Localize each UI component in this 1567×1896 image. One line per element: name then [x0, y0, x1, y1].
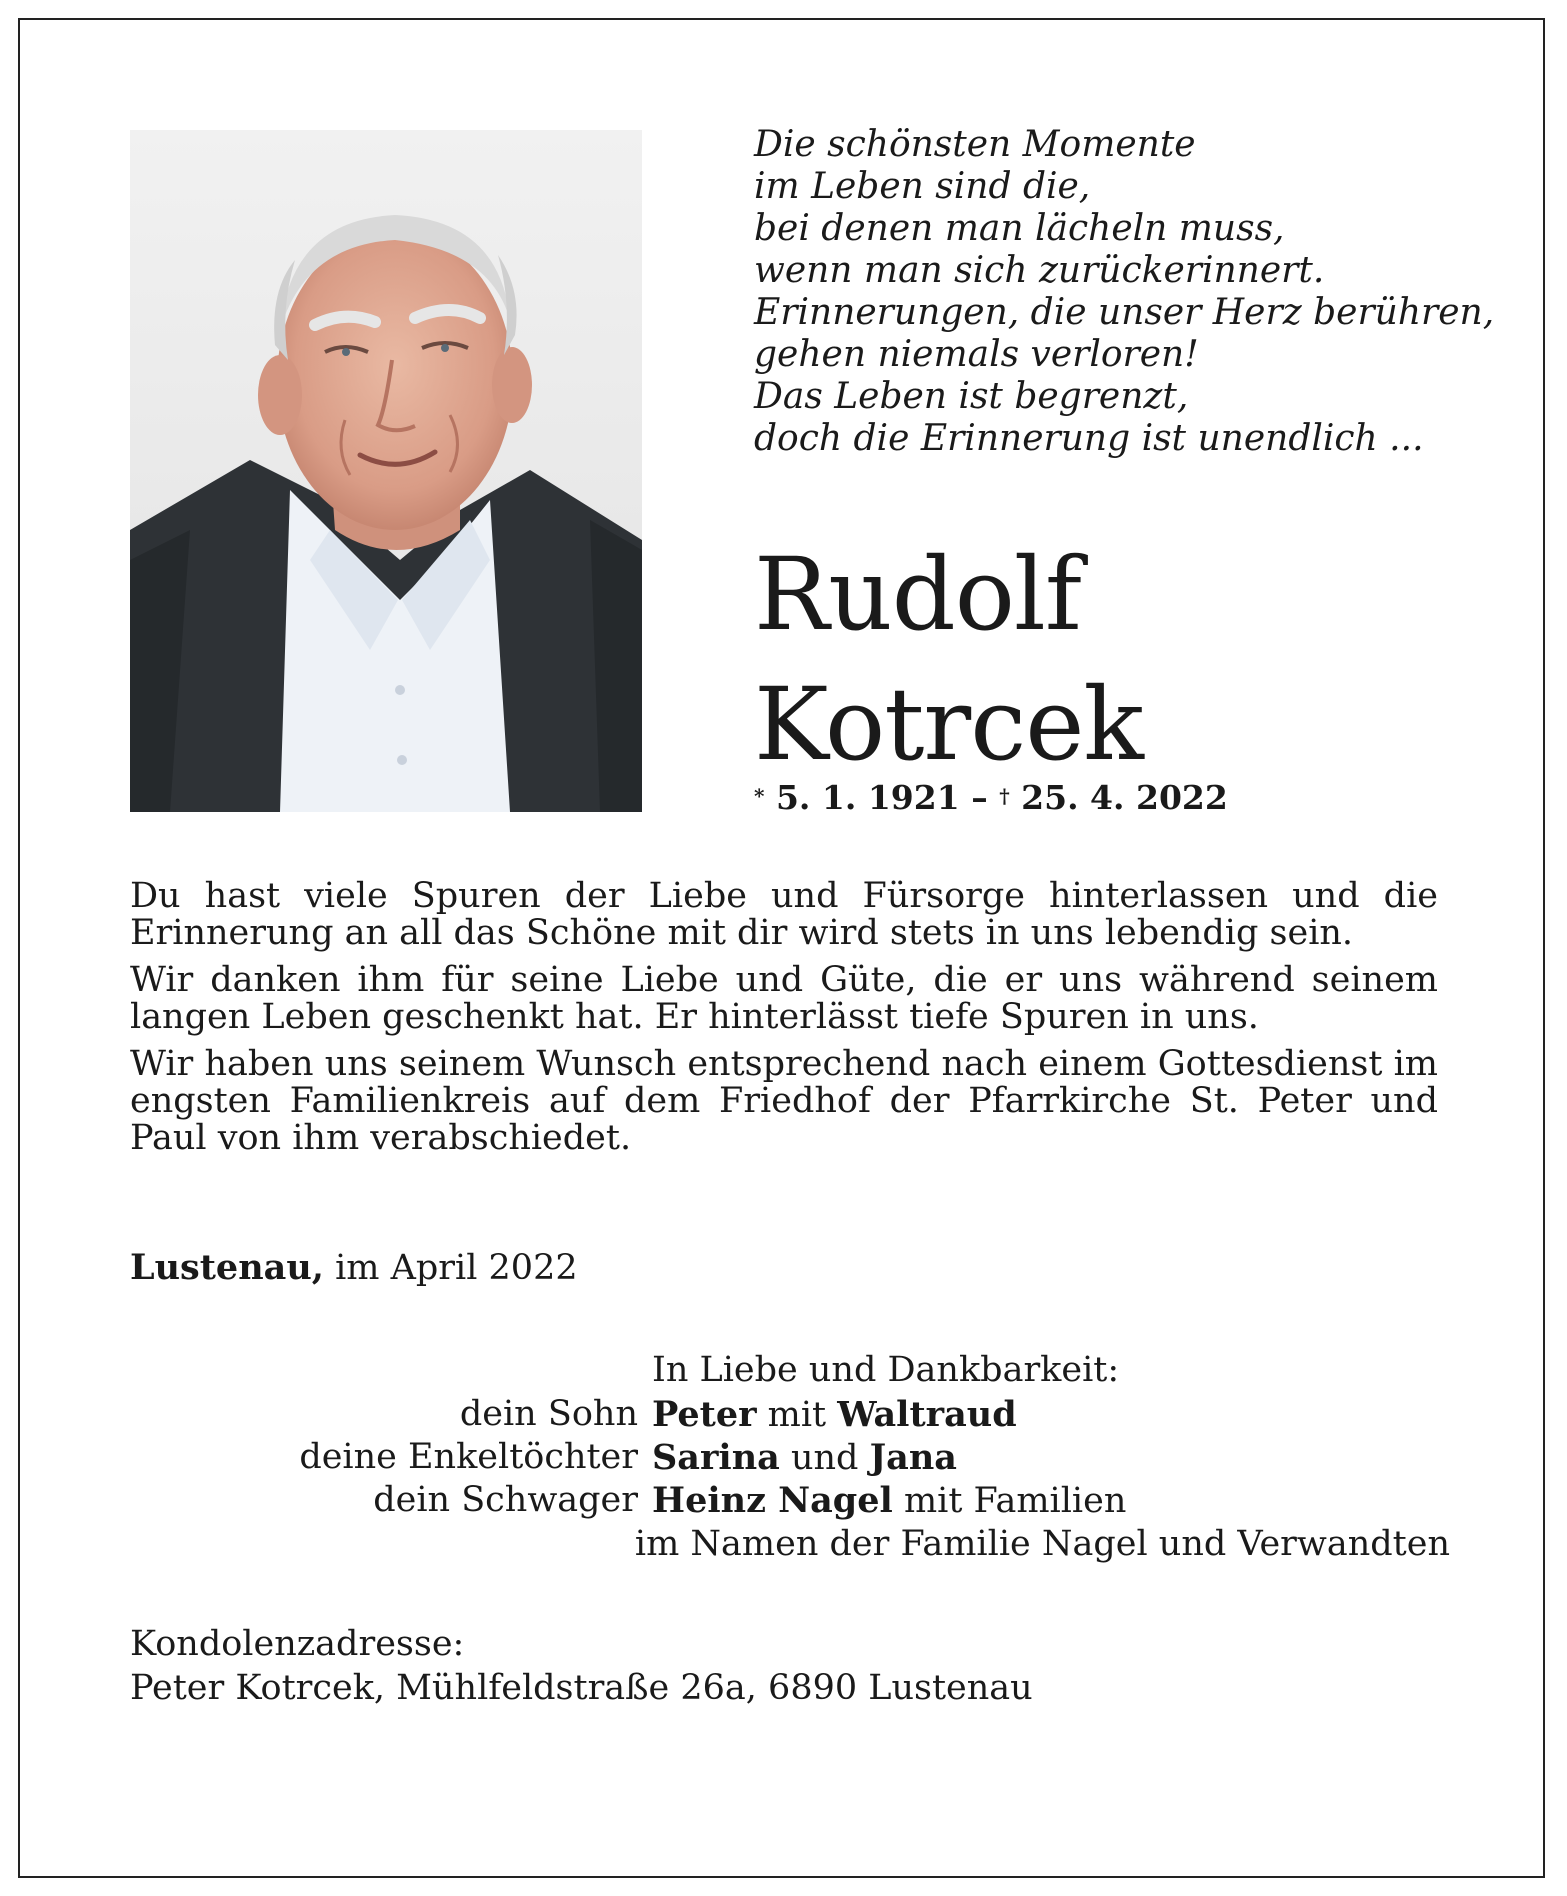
signature-role	[130, 1522, 621, 1565]
signature-row	[130, 1522, 1450, 1565]
place-town: Lustenau,	[130, 1247, 324, 1288]
signature-role: deine Enkeltöchter	[299, 1437, 638, 1477]
deceased-name	[754, 530, 1143, 790]
signer-name: Heinz Nagel	[652, 1480, 893, 1521]
poem-line: Erinnerungen, die unser Herz berühren,	[754, 292, 1495, 333]
place-date	[130, 1246, 578, 1290]
notice-body	[130, 878, 1438, 1167]
signature-heading: In Liebe und Dankbarkeit:	[652, 1350, 1120, 1390]
signature-row	[130, 1479, 1450, 1522]
last-name: Kotrcek	[754, 666, 1143, 783]
poem-line: bei denen man lächeln muss,	[754, 208, 1285, 249]
signature-role: dein Sohn	[459, 1394, 638, 1434]
signer-suffix: im Namen der Familie Nagel und Verwandten	[634, 1524, 1450, 1564]
body-paragraph: Wir danken ihm für seine Liebe und Güte, die er uns während seinem langen Leben geschenkt hat. Er hinterlässt tiefe Spuren in uns.	[130, 960, 1438, 1037]
condolence-text: Peter Kotrcek, Mühlfeldstraße 26a, 6890 Lustenau	[130, 1668, 1033, 1708]
condolence-label: Kondolenzadresse:	[130, 1624, 465, 1664]
poem-line: wenn man sich zurückerinnert.	[754, 250, 1325, 291]
signer-name: Jana	[869, 1437, 957, 1478]
signer-conj: und	[779, 1438, 870, 1478]
body-paragraph: Wir haben uns seinem Wunsch entsprechend nach einem Gottesdienst im engsten Familienkreis auf dem Friedhof der Pfarrkirche St. Peter und Paul von ihm verabschiedet.	[130, 1044, 1438, 1158]
signature-names	[638, 1479, 1126, 1522]
condolence-address	[130, 1622, 1033, 1710]
portrait-photo	[130, 130, 642, 812]
signer-name: Waltraud	[837, 1394, 1017, 1435]
signature-row	[130, 1436, 1450, 1479]
date-separator: –	[959, 778, 1000, 817]
poem-line: Das Leben ist begrenzt,	[754, 376, 1189, 417]
signer-name: Sarina	[652, 1437, 780, 1478]
signature-names	[638, 1393, 1017, 1436]
signature-list	[130, 1393, 1450, 1565]
poem	[754, 124, 1495, 460]
place-date-text: im April 2022	[335, 1248, 578, 1288]
signer-conj: mit Familien	[892, 1481, 1127, 1521]
signature-names	[621, 1522, 1450, 1565]
birth-symbol: *	[754, 784, 765, 808]
signature-names	[638, 1436, 957, 1479]
signature-role: dein Schwager	[373, 1480, 638, 1520]
poem-line: Die schönsten Momente	[754, 124, 1196, 165]
death-symbol: †	[999, 784, 1010, 808]
birth-date: 5. 1. 1921	[775, 778, 960, 817]
first-name: Rudolf	[754, 536, 1081, 653]
signer-name: Peter	[652, 1394, 757, 1435]
poem-line: im Leben sind die,	[754, 166, 1091, 207]
signer-conj: mit	[756, 1395, 838, 1435]
poem-line: gehen niemals verloren!	[754, 334, 1199, 375]
poem-line: doch die Erinnerung ist unendlich ...	[754, 418, 1424, 459]
body-paragraph: Du hast viele Spuren der Liebe und Fürsorge hinterlassen und die Erinnerung an all das Schöne mit dir wird stets in uns lebendig sein.	[130, 876, 1438, 953]
death-date: 25. 4. 2022	[1021, 778, 1228, 817]
signature-row	[130, 1393, 1450, 1436]
life-dates	[754, 776, 1228, 824]
